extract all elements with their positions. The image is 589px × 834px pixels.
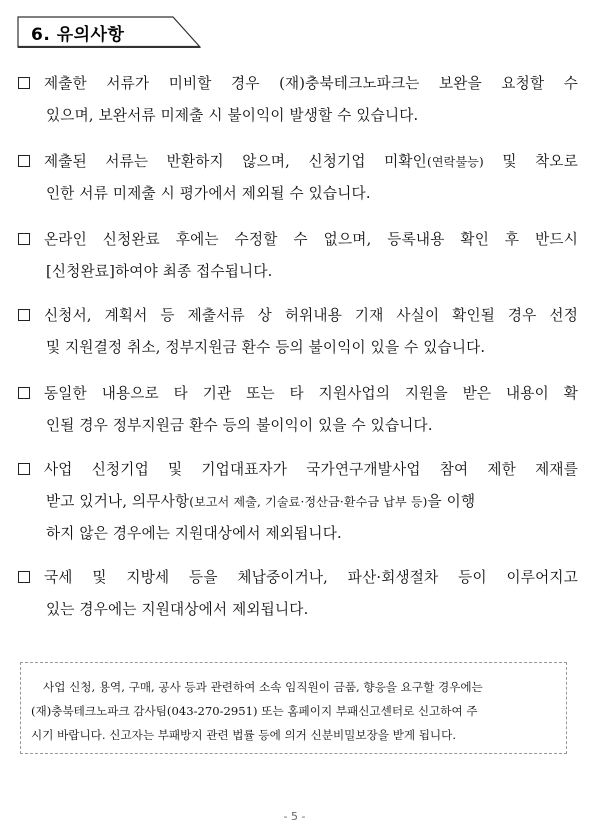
item-text: 및 착오로 [483,153,578,170]
anti-corruption-notice-box [20,662,567,754]
item-text-small: (보고서 제출, 기술료·정산금·환수금 납부 등) [189,495,428,509]
page-number: - 5 - [283,810,306,823]
item-text: 동일한 내용으로 타 기관 또는 타 지원사업의 지원을 받은 내용이 확 [44,385,578,402]
item-line [18,384,578,404]
item-line: 및 지원결정 취소, 정부지원금 환수 등의 불이익이 있을 수 있습니다. [46,339,486,356]
notice-line: (재)충북테크노파크 감사팀(043-270-2951) 또는 홈페이지 부패신고센터로 신고하여 주 [31,704,478,718]
checkbox-icon [18,77,30,89]
checkbox-icon [18,155,30,167]
checkbox-icon [18,233,30,245]
checkbox-icon [18,571,30,583]
checkbox-icon [18,387,30,399]
item-text: 을 이행 [427,493,476,510]
item-text: 신청서, 계획서 등 제출서류 상 허위내용 기재 사실이 확인될 경우 선정 [44,307,578,324]
item-line: 하지 않은 경우에는 지원대상에서 제외됩니다. [46,525,342,542]
item-line [46,492,475,512]
item-text: 받고 있거나, 의무사항 [46,493,190,510]
item-line: 인한 서류 미제출 시 평가에서 제외될 수 있습니다. [46,185,371,202]
item-line: [신청완료]하여야 최종 접수됩니다. [46,263,273,280]
notice-line: 사업 신청, 용역, 구매, 공사 등과 관련하여 소속 임직원이 금품, 향응을 요구할 경우에는 [43,680,483,694]
item-text: 제출된 서류는 반환하지 않으며, 신청기업 미확인 [44,153,427,170]
item-text: 제출한 서류가 미비할 경우 (재)충북테크노파크는 보완을 요청할 수 [44,75,578,92]
item-line: 있으며, 보완서류 미제출 시 불이익이 발생할 수 있습니다. [46,107,419,124]
item-line [18,152,578,172]
section-title: 6. 유의사항 [31,25,125,45]
item-line: 인될 경우 정부지원금 환수 등의 불이익이 있을 수 있습니다. [46,417,433,434]
item-text: 국세 및 지방세 등을 체납중이거나, 파산·회생절차 등이 이루어지고 [44,569,578,586]
checkbox-icon [18,463,30,475]
notice-line: 시기 바랍니다. 신고자는 부패방지 관련 법률 등에 의거 신분비밀보장을 받게 됩니다. [31,728,457,742]
item-line [18,230,578,250]
item-line: 있는 경우에는 지원대상에서 제외됩니다. [46,601,309,618]
item-line [18,460,578,480]
section-header [17,16,201,48]
item-line [18,306,578,326]
item-text: 온라인 신청완료 후에는 수정할 수 없으며, 등록내용 확인 후 반드시 [44,231,578,248]
item-text: 사업 신청기업 및 기업대표자가 국가연구개발사업 참여 제한 제재를 [44,461,578,478]
checkbox-icon [18,309,30,321]
item-line [18,568,578,588]
item-line [18,74,578,94]
item-text-small: (연락불능) [426,155,484,169]
